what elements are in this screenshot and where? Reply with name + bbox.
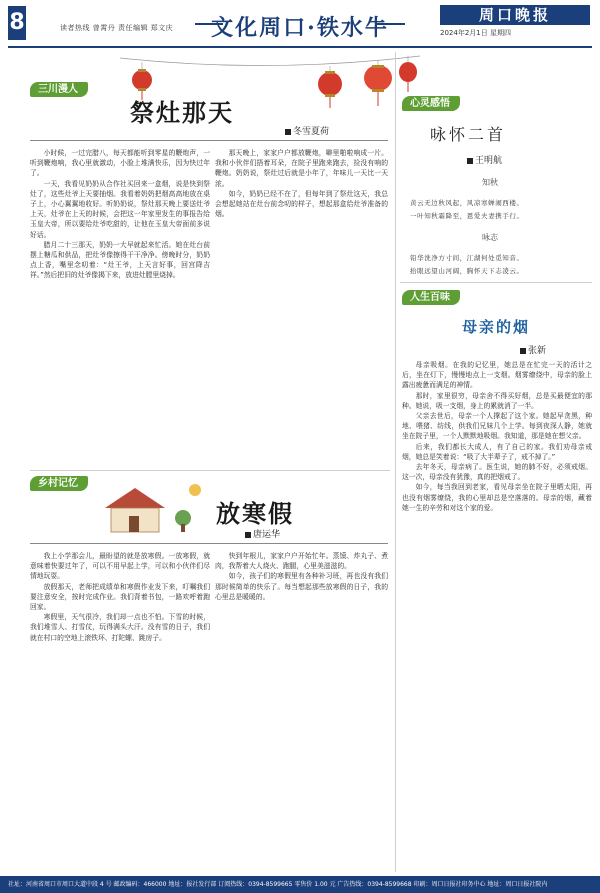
paragraph: 如今，奶奶已经不在了，但每年到了祭灶这天，我总会想起她站在灶台前念叨的样子，想起那盒给灶爷准备的烟。 [215, 189, 388, 219]
poem-byline [467, 153, 502, 166]
paragraph: 小时候，一过完腊八，每天都能听到零星的鞭炮声，一听到鞭炮响，我心里就激动，小脸上堆满快乐，因为快过年了。 [30, 149, 210, 178]
column-tag-sanchuan: 三川漫人 [30, 82, 88, 97]
lantern-icon [399, 56, 417, 92]
paragraph: 寒假里，天气很冷，我们却一点也不怕。下雪的时候，我们堆雪人、打雪仗，玩得满头大汗。没有雪的日子，我们就在村口的空地上滚铁环、打陀螺、跳房子。 [30, 613, 210, 642]
article-title-jizao: 祭灶那天 [130, 98, 234, 127]
column-tag-xiangcun: 乡村记忆 [30, 476, 88, 491]
article-body-hanjia-col1 [30, 551, 210, 871]
author-name: 张新 [528, 346, 547, 356]
page-footer: 社址：河南省周口市周口大道中段 4 号 邮政编码：466000 地址：报社发行部 订阅热线：0394-8599665 零售价 1.00 元 广告热线：0394-8599668 印刷：周口日报社印务中心 地址：周口日报社院内 [0, 876, 600, 893]
section-divider [400, 282, 592, 283]
poem-line: 黄云无边秋风起，风凉寒蝉闹西楼。 [410, 199, 524, 207]
issue-date: 2024年2月1日 星期四 [440, 29, 511, 37]
paragraph: 母亲吸烟。在我的记忆里，她总是在忙完一天的活计之后，坐在灯下，慢慢地点上一支烟。烟雾缭绕中，母亲的脸上露出疲惫而满足的神情。 [402, 361, 592, 390]
section-masthead [195, 5, 405, 43]
paragraph: 那天晚上，家家户户都放鞭炮，噼里啪啦响成一片。我和小伙伴们捂着耳朵，在院子里跑来跑去，捡没有响的鞭炮。奶奶说，祭灶过后就是小年了，年味儿一天比一天浓。 [215, 149, 388, 188]
article-body-jizao-col2 [215, 148, 388, 466]
byline-square-icon [245, 532, 251, 538]
author-name: 唐运华 [253, 530, 281, 540]
title-rule [30, 140, 388, 141]
title-rule [30, 543, 388, 544]
paragraph: 那时，家里很穷，母亲舍不得买好烟，总是买最便宜的那种。她说，吸一支烟，身上的累就消了一半。 [402, 391, 592, 410]
article-title-hanjia: 放寒假 [216, 499, 294, 528]
paragraph: 一天，我看见奶奶从合作社买回来一盒烟，说是快到祭灶了，这些灶爷上天要抽烟。我看着奶奶把烟高高地放在桌子上，小心翼翼地收好。听奶奶说，祭灶那天晚上要送灶爷上天，灶爷在上天的时候，会把这一年家里发生的事报告给玉皇大帝，所以要给灶爷吃甜的，让他在玉皇大帝面前多说好话。 [30, 179, 210, 239]
column-tag-rensheng: 人生百味 [402, 290, 460, 305]
winter-house-illustration [95, 478, 205, 536]
poem-line: 抬眼远望山河阔，胸怀天下志凌云。 [410, 267, 524, 275]
paragraph: 父亲去世后，母亲一个人撑起了这个家。她起早贪黑，种地、喂猪、纺线，供我们兄妹几个上学。每到夜深人静，她就坐在院子里，一个人默默地吸烟。我知道，那是她在想父亲。 [402, 412, 592, 441]
article-byline-muqin [520, 343, 546, 356]
paragraph: 如今，孩子们的寒假里有各种补习班，再也没有我们那时候简单的快乐了。每当想起那些放寒假的日子，我的心里总是暖暖的。 [215, 572, 388, 601]
paragraph: 后来，我们都长大成人，有了自己的家。我们劝母亲戒烟，她总是笑着说：“吸了大半辈子了，戒不掉了。” [402, 442, 592, 461]
paragraph: 放假那天，老师把成绩单和寒假作业发下来，叮嘱我们要注意安全，按时完成作业。我们背着书包，一路欢呼着跑回家。 [30, 582, 210, 612]
paragraph: 去年冬天，母亲病了。医生说，她的肺不好，必须戒烟。这一次，母亲没有犹豫，真的把烟戒了。 [402, 463, 592, 482]
section-divider [30, 470, 390, 471]
article-byline-hanjia [245, 527, 280, 540]
article-byline-jizao [285, 124, 329, 137]
paragraph: 我上小学那会儿，最盼望的就是放寒假。一放寒假，就意味着快要过年了，可以不用早起上学，可以和小伙伴们尽情地玩耍。 [30, 552, 210, 581]
column-tag-xinling: 心灵感悟 [402, 96, 460, 111]
paragraph: 腊月二十三那天，奶奶一大早就起来忙活。她在灶台前摆上糖瓜和供品，把灶爷像擦得干干净净。傍晚时分，奶奶点上香，嘴里念叨着：“灶王爷，上天言好事，回宫降吉祥。”然后把旧的灶爷像揭下来，放进灶膛里烧掉。 [30, 240, 210, 280]
column-divider [395, 52, 396, 872]
section-title: 文化周口·铁水牛 [211, 15, 389, 41]
poem-line: 一叶知秋霜降至，恩爱夫妻携手行。 [410, 212, 524, 220]
article-title-muqin: 母亲的烟 [462, 318, 531, 336]
paragraph: 如今，每当我回到老家，看见母亲坐在院子里晒太阳，再也没有烟雾缭绕，我的心里却总是空落落的。母亲的烟，藏着她一生的辛劳和对这个家的爱。 [402, 483, 592, 512]
poem-name: 咏志 [482, 233, 498, 242]
poem-title: 咏怀二首 [430, 125, 507, 144]
poem-line: 铅华洗净方寸间，江湖何处觅知音。 [410, 254, 524, 262]
author-name: 王明航 [475, 156, 503, 166]
lantern-icon [364, 60, 392, 106]
article-body-hanjia-col2 [215, 551, 388, 871]
paper-name: 周口晚报 [440, 5, 590, 25]
byline-square-icon [285, 129, 291, 135]
poem-name: 知秋 [482, 178, 498, 187]
lantern-icon [318, 66, 342, 108]
article-body-muqin [402, 360, 592, 870]
author-name: 冬雪夏荷 [293, 127, 330, 137]
editor-credits: 读者热线 曾霄丹 责任编辑 郑文庆 [60, 24, 174, 32]
article-body-jizao-col1 [30, 148, 210, 466]
page-number: 8 [8, 6, 26, 40]
byline-square-icon [467, 158, 473, 164]
paragraph: 快到年根儿，家家户户开始忙年。蒸馍、炸丸子、煮肉，我帮着大人烧火、跑腿，心里美滋滋的。 [215, 552, 388, 571]
header-rule [8, 46, 592, 48]
byline-square-icon [520, 348, 526, 354]
